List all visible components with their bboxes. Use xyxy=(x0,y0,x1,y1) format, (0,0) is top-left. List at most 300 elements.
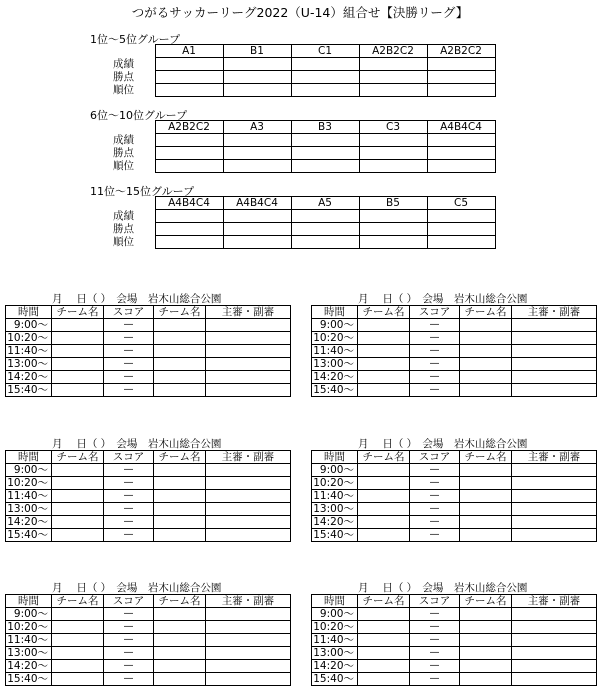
team-name-cell[interactable] xyxy=(154,634,206,647)
referee-cell[interactable] xyxy=(206,477,291,490)
score-cell[interactable]: — xyxy=(104,464,154,477)
result-cell[interactable] xyxy=(155,236,223,249)
match-column-header: 主審・副審 xyxy=(512,595,597,608)
match-time: 10:20～ xyxy=(312,621,358,634)
group-label: 1位～5位グループ xyxy=(90,33,181,46)
referee-cell[interactable] xyxy=(512,529,597,542)
team-name-cell[interactable] xyxy=(52,647,104,660)
referee-cell[interactable] xyxy=(512,371,597,384)
result-cell[interactable] xyxy=(427,160,495,173)
result-cell[interactable] xyxy=(291,160,359,173)
result-cell[interactable] xyxy=(223,160,291,173)
match-time: 11:40～ xyxy=(312,345,358,358)
match-column-header: スコア xyxy=(104,595,154,608)
team-name-cell[interactable] xyxy=(358,621,410,634)
result-cell[interactable] xyxy=(427,71,495,84)
result-cell[interactable] xyxy=(223,210,291,223)
result-cell[interactable] xyxy=(427,210,495,223)
team-name-cell[interactable] xyxy=(52,358,104,371)
team-name-cell[interactable] xyxy=(154,503,206,516)
match-time: 14:20～ xyxy=(6,516,52,529)
result-cell[interactable] xyxy=(155,58,223,71)
score-cell[interactable]: — xyxy=(104,647,154,660)
page-title: つがるサッカーリーグ2022（U-14）組合せ【決勝リーグ】 xyxy=(131,5,469,20)
score-cell[interactable]: — xyxy=(410,477,460,490)
score-cell[interactable]: — xyxy=(410,319,460,332)
team-header: C5 xyxy=(427,197,495,210)
result-cell[interactable] xyxy=(427,223,495,236)
result-cell[interactable] xyxy=(155,84,223,97)
referee-cell[interactable] xyxy=(206,384,291,397)
score-cell[interactable]: — xyxy=(104,503,154,516)
match-time: 9:00～ xyxy=(6,319,52,332)
match-column-header: 時間 xyxy=(6,595,52,608)
match-time: 15:40～ xyxy=(6,529,52,542)
referee-cell[interactable] xyxy=(512,503,597,516)
team-name-cell[interactable] xyxy=(154,358,206,371)
match-column-header: 主審・副審 xyxy=(512,306,597,319)
team-name-cell[interactable] xyxy=(460,464,512,477)
team-name-cell[interactable] xyxy=(52,371,104,384)
result-cell[interactable] xyxy=(359,134,427,147)
referee-cell[interactable] xyxy=(206,345,291,358)
match-day-label: 月 日（ ） 会場 岩木山総合公園 xyxy=(52,582,222,594)
match-time: 13:00～ xyxy=(6,503,52,516)
score-cell[interactable]: — xyxy=(104,477,154,490)
team-name-cell[interactable] xyxy=(460,660,512,673)
team-name-cell[interactable] xyxy=(52,621,104,634)
match-column-header: 主審・副審 xyxy=(206,306,291,319)
match-schedule-table xyxy=(5,450,291,542)
match-day-label: 月 日（ ） 会場 岩木山総合公園 xyxy=(358,582,528,594)
match-time: 13:00～ xyxy=(312,503,358,516)
team-name-cell[interactable] xyxy=(154,529,206,542)
match-column-header: チーム名 xyxy=(52,306,104,319)
match-time: 10:20～ xyxy=(6,332,52,345)
team-name-cell[interactable] xyxy=(154,647,206,660)
result-cell[interactable] xyxy=(155,134,223,147)
result-cell[interactable] xyxy=(291,71,359,84)
match-time: 9:00～ xyxy=(312,319,358,332)
match-time: 15:40～ xyxy=(312,529,358,542)
match-column-header: チーム名 xyxy=(460,306,512,319)
group-label: 6位～10位グループ xyxy=(90,109,188,122)
score-cell[interactable]: — xyxy=(104,660,154,673)
referee-cell[interactable] xyxy=(206,371,291,384)
team-header: A4B4C4 xyxy=(223,197,291,210)
match-column-header: スコア xyxy=(410,306,460,319)
result-cell[interactable] xyxy=(155,71,223,84)
match-time: 10:20～ xyxy=(312,332,358,345)
match-time: 14:20～ xyxy=(312,660,358,673)
team-header: C3 xyxy=(359,121,427,134)
referee-cell[interactable] xyxy=(206,634,291,647)
team-name-cell[interactable] xyxy=(154,477,206,490)
referee-cell[interactable] xyxy=(206,516,291,529)
team-header: B3 xyxy=(291,121,359,134)
match-time: 15:40～ xyxy=(312,384,358,397)
team-name-cell[interactable] xyxy=(460,319,512,332)
team-name-cell[interactable] xyxy=(52,503,104,516)
match-column-header: チーム名 xyxy=(460,595,512,608)
score-cell[interactable]: — xyxy=(104,608,154,621)
referee-cell[interactable] xyxy=(512,319,597,332)
score-cell[interactable]: — xyxy=(410,634,460,647)
match-column-header: チーム名 xyxy=(358,306,410,319)
team-name-cell[interactable] xyxy=(358,464,410,477)
match-time: 10:20～ xyxy=(312,477,358,490)
match-column-header: 時間 xyxy=(6,306,52,319)
match-time: 14:20～ xyxy=(6,371,52,384)
result-cell[interactable] xyxy=(291,223,359,236)
match-time: 11:40～ xyxy=(312,634,358,647)
score-cell[interactable]: — xyxy=(410,529,460,542)
result-cell[interactable] xyxy=(223,58,291,71)
score-cell[interactable]: — xyxy=(104,621,154,634)
match-time: 11:40～ xyxy=(6,490,52,503)
team-name-cell[interactable] xyxy=(358,332,410,345)
referee-cell[interactable] xyxy=(512,490,597,503)
result-cell[interactable] xyxy=(291,58,359,71)
match-time: 10:20～ xyxy=(6,621,52,634)
team-name-cell[interactable] xyxy=(358,516,410,529)
match-schedule-table xyxy=(5,594,291,686)
score-cell[interactable]: — xyxy=(410,332,460,345)
match-schedule-table xyxy=(311,594,597,686)
team-header: A1 xyxy=(155,45,223,58)
team-name-cell[interactable] xyxy=(52,345,104,358)
referee-cell[interactable] xyxy=(206,673,291,686)
team-name-cell[interactable] xyxy=(460,384,512,397)
result-cell[interactable] xyxy=(291,147,359,160)
match-time: 13:00～ xyxy=(312,358,358,371)
match-time: 11:40～ xyxy=(6,634,52,647)
team-name-cell[interactable] xyxy=(154,490,206,503)
referee-cell[interactable] xyxy=(512,464,597,477)
match-column-header: チーム名 xyxy=(358,451,410,464)
team-name-cell[interactable] xyxy=(52,464,104,477)
group-table xyxy=(90,120,496,173)
result-cell[interactable] xyxy=(427,84,495,97)
score-cell[interactable]: — xyxy=(104,358,154,371)
team-name-cell[interactable] xyxy=(358,371,410,384)
team-name-cell[interactable] xyxy=(460,529,512,542)
match-column-header: 時間 xyxy=(6,451,52,464)
team-header: B5 xyxy=(359,197,427,210)
match-time: 13:00～ xyxy=(6,358,52,371)
match-schedule-table xyxy=(5,305,291,397)
team-name-cell[interactable] xyxy=(154,345,206,358)
result-cell[interactable] xyxy=(359,210,427,223)
result-cell[interactable] xyxy=(427,134,495,147)
score-cell[interactable]: — xyxy=(410,516,460,529)
match-time: 9:00～ xyxy=(6,464,52,477)
result-cell[interactable] xyxy=(359,147,427,160)
team-header: A4B4C4 xyxy=(427,121,495,134)
row-label: 順位 xyxy=(90,84,155,97)
match-column-header: 時間 xyxy=(312,451,358,464)
result-cell[interactable] xyxy=(223,71,291,84)
referee-cell[interactable] xyxy=(206,503,291,516)
team-name-cell[interactable] xyxy=(154,660,206,673)
team-name-cell[interactable] xyxy=(154,371,206,384)
score-cell[interactable]: — xyxy=(104,384,154,397)
score-cell[interactable]: — xyxy=(104,529,154,542)
referee-cell[interactable] xyxy=(512,477,597,490)
group-label: 11位～15位グループ xyxy=(90,185,195,198)
result-cell[interactable] xyxy=(359,223,427,236)
result-cell[interactable] xyxy=(427,147,495,160)
team-name-cell[interactable] xyxy=(358,660,410,673)
referee-cell[interactable] xyxy=(206,660,291,673)
match-column-header: 主審・副審 xyxy=(206,595,291,608)
team-name-cell[interactable] xyxy=(358,634,410,647)
match-time: 14:20～ xyxy=(6,660,52,673)
score-cell[interactable]: — xyxy=(104,516,154,529)
team-name-cell[interactable] xyxy=(460,634,512,647)
referee-cell[interactable] xyxy=(512,358,597,371)
team-name-cell[interactable] xyxy=(358,647,410,660)
score-cell[interactable]: — xyxy=(104,371,154,384)
team-name-cell[interactable] xyxy=(460,332,512,345)
referee-cell[interactable] xyxy=(512,516,597,529)
match-column-header: チーム名 xyxy=(154,306,206,319)
score-cell[interactable]: — xyxy=(104,345,154,358)
row-label: 順位 xyxy=(90,236,155,249)
team-name-cell[interactable] xyxy=(358,384,410,397)
team-header: B1 xyxy=(223,45,291,58)
referee-cell[interactable] xyxy=(512,332,597,345)
match-column-header: スコア xyxy=(410,595,460,608)
team-name-cell[interactable] xyxy=(460,477,512,490)
result-cell[interactable] xyxy=(359,236,427,249)
result-cell[interactable] xyxy=(223,84,291,97)
group-table xyxy=(90,196,496,249)
team-name-cell[interactable] xyxy=(358,477,410,490)
score-cell[interactable]: — xyxy=(410,503,460,516)
referee-cell[interactable] xyxy=(512,345,597,358)
result-cell[interactable] xyxy=(359,71,427,84)
match-column-header: スコア xyxy=(104,451,154,464)
result-cell[interactable] xyxy=(359,84,427,97)
team-header: A4B4C4 xyxy=(155,197,223,210)
result-cell[interactable] xyxy=(359,160,427,173)
score-cell[interactable]: — xyxy=(104,634,154,647)
team-name-cell[interactable] xyxy=(52,332,104,345)
referee-cell[interactable] xyxy=(206,332,291,345)
team-name-cell[interactable] xyxy=(460,516,512,529)
match-time: 15:40～ xyxy=(6,384,52,397)
score-cell[interactable]: — xyxy=(410,490,460,503)
referee-cell[interactable] xyxy=(512,384,597,397)
table-corner xyxy=(90,45,155,58)
result-cell[interactable] xyxy=(291,84,359,97)
result-cell[interactable] xyxy=(155,223,223,236)
referee-cell[interactable] xyxy=(512,634,597,647)
team-name-cell[interactable] xyxy=(52,660,104,673)
row-label: 勝点 xyxy=(90,71,155,84)
team-name-cell[interactable] xyxy=(358,529,410,542)
team-name-cell[interactable] xyxy=(154,319,206,332)
team-header: A5 xyxy=(291,197,359,210)
team-name-cell[interactable] xyxy=(460,621,512,634)
team-name-cell[interactable] xyxy=(358,358,410,371)
match-column-header: チーム名 xyxy=(358,595,410,608)
score-cell[interactable]: — xyxy=(410,358,460,371)
referee-cell[interactable] xyxy=(512,660,597,673)
team-name-cell[interactable] xyxy=(358,673,410,686)
row-label: 成績 xyxy=(90,134,155,147)
match-column-header: スコア xyxy=(104,306,154,319)
team-header: A2B2C2 xyxy=(359,45,427,58)
match-time: 11:40～ xyxy=(6,345,52,358)
result-cell[interactable] xyxy=(223,236,291,249)
match-column-header: チーム名 xyxy=(52,595,104,608)
score-cell[interactable]: — xyxy=(410,464,460,477)
match-column-header: チーム名 xyxy=(52,451,104,464)
team-name-cell[interactable] xyxy=(52,319,104,332)
team-name-cell[interactable] xyxy=(154,621,206,634)
row-label: 成績 xyxy=(90,58,155,71)
match-column-header: チーム名 xyxy=(460,451,512,464)
score-cell[interactable]: — xyxy=(410,384,460,397)
referee-cell[interactable] xyxy=(512,621,597,634)
result-cell[interactable] xyxy=(427,236,495,249)
match-column-header: チーム名 xyxy=(154,595,206,608)
team-name-cell[interactable] xyxy=(154,332,206,345)
team-name-cell[interactable] xyxy=(460,358,512,371)
referee-cell[interactable] xyxy=(206,529,291,542)
team-name-cell[interactable] xyxy=(52,608,104,621)
team-name-cell[interactable] xyxy=(358,345,410,358)
referee-cell[interactable] xyxy=(512,647,597,660)
result-cell[interactable] xyxy=(155,147,223,160)
team-name-cell[interactable] xyxy=(52,529,104,542)
match-day-label: 月 日（ ） 会場 岩木山総合公園 xyxy=(52,293,222,305)
referee-cell[interactable] xyxy=(512,673,597,686)
team-name-cell[interactable] xyxy=(154,608,206,621)
match-time: 11:40～ xyxy=(312,490,358,503)
team-name-cell[interactable] xyxy=(358,503,410,516)
team-header: A2B2C2 xyxy=(427,45,495,58)
row-label: 順位 xyxy=(90,160,155,173)
match-time: 9:00～ xyxy=(312,608,358,621)
match-schedule-table xyxy=(311,305,597,397)
match-column-header: 時間 xyxy=(312,306,358,319)
result-cell[interactable] xyxy=(155,210,223,223)
referee-cell[interactable] xyxy=(512,608,597,621)
score-cell[interactable]: — xyxy=(410,660,460,673)
team-name-cell[interactable] xyxy=(52,384,104,397)
referee-cell[interactable] xyxy=(206,621,291,634)
match-time: 13:00～ xyxy=(6,647,52,660)
result-cell[interactable] xyxy=(223,223,291,236)
row-label: 成績 xyxy=(90,210,155,223)
match-column-header: 主審・副審 xyxy=(206,451,291,464)
team-name-cell[interactable] xyxy=(460,608,512,621)
team-name-cell[interactable] xyxy=(460,490,512,503)
match-time: 15:40～ xyxy=(312,673,358,686)
match-time: 9:00～ xyxy=(312,464,358,477)
row-label: 勝点 xyxy=(90,223,155,236)
result-cell[interactable] xyxy=(291,134,359,147)
referee-cell[interactable] xyxy=(206,608,291,621)
team-name-cell[interactable] xyxy=(52,490,104,503)
team-header: A2B2C2 xyxy=(155,121,223,134)
team-name-cell[interactable] xyxy=(358,319,410,332)
referee-cell[interactable] xyxy=(206,647,291,660)
score-cell[interactable]: — xyxy=(104,673,154,686)
score-cell[interactable]: — xyxy=(410,345,460,358)
team-name-cell[interactable] xyxy=(52,516,104,529)
score-cell[interactable]: — xyxy=(410,673,460,686)
table-corner xyxy=(90,197,155,210)
match-column-header: スコア xyxy=(410,451,460,464)
match-day-label: 月 日（ ） 会場 岩木山総合公園 xyxy=(358,438,528,450)
result-cell[interactable] xyxy=(155,160,223,173)
result-cell[interactable] xyxy=(291,236,359,249)
match-time: 9:00～ xyxy=(6,608,52,621)
team-name-cell[interactable] xyxy=(52,673,104,686)
team-name-cell[interactable] xyxy=(460,371,512,384)
team-name-cell[interactable] xyxy=(460,503,512,516)
score-cell[interactable]: — xyxy=(104,332,154,345)
match-column-header: チーム名 xyxy=(154,451,206,464)
team-name-cell[interactable] xyxy=(154,464,206,477)
row-label: 勝点 xyxy=(90,147,155,160)
team-name-cell[interactable] xyxy=(460,673,512,686)
match-column-header: 時間 xyxy=(312,595,358,608)
score-cell[interactable]: — xyxy=(410,371,460,384)
team-name-cell[interactable] xyxy=(154,673,206,686)
team-name-cell[interactable] xyxy=(154,516,206,529)
table-corner xyxy=(90,121,155,134)
match-time: 14:20～ xyxy=(312,516,358,529)
result-cell[interactable] xyxy=(291,210,359,223)
match-day-label: 月 日（ ） 会場 岩木山総合公園 xyxy=(52,438,222,450)
team-name-cell[interactable] xyxy=(358,608,410,621)
team-name-cell[interactable] xyxy=(460,345,512,358)
referee-cell[interactable] xyxy=(206,319,291,332)
score-cell[interactable]: — xyxy=(410,608,460,621)
team-name-cell[interactable] xyxy=(52,634,104,647)
score-cell[interactable]: — xyxy=(104,490,154,503)
match-schedule-table xyxy=(311,450,597,542)
referee-cell[interactable] xyxy=(206,464,291,477)
result-cell[interactable] xyxy=(223,147,291,160)
match-time: 13:00～ xyxy=(312,647,358,660)
team-header: C1 xyxy=(291,45,359,58)
referee-cell[interactable] xyxy=(206,490,291,503)
score-cell[interactable]: — xyxy=(104,319,154,332)
match-time: 10:20～ xyxy=(6,477,52,490)
score-cell[interactable]: — xyxy=(410,621,460,634)
result-cell[interactable] xyxy=(427,58,495,71)
team-name-cell[interactable] xyxy=(460,647,512,660)
team-name-cell[interactable] xyxy=(154,384,206,397)
result-cell[interactable] xyxy=(359,58,427,71)
team-name-cell[interactable] xyxy=(358,490,410,503)
team-header: A3 xyxy=(223,121,291,134)
group-table xyxy=(90,44,496,97)
match-time: 14:20～ xyxy=(312,371,358,384)
match-column-header: 主審・副審 xyxy=(512,451,597,464)
referee-cell[interactable] xyxy=(206,358,291,371)
match-time: 15:40～ xyxy=(6,673,52,686)
team-name-cell[interactable] xyxy=(52,477,104,490)
result-cell[interactable] xyxy=(223,134,291,147)
score-cell[interactable]: — xyxy=(410,647,460,660)
